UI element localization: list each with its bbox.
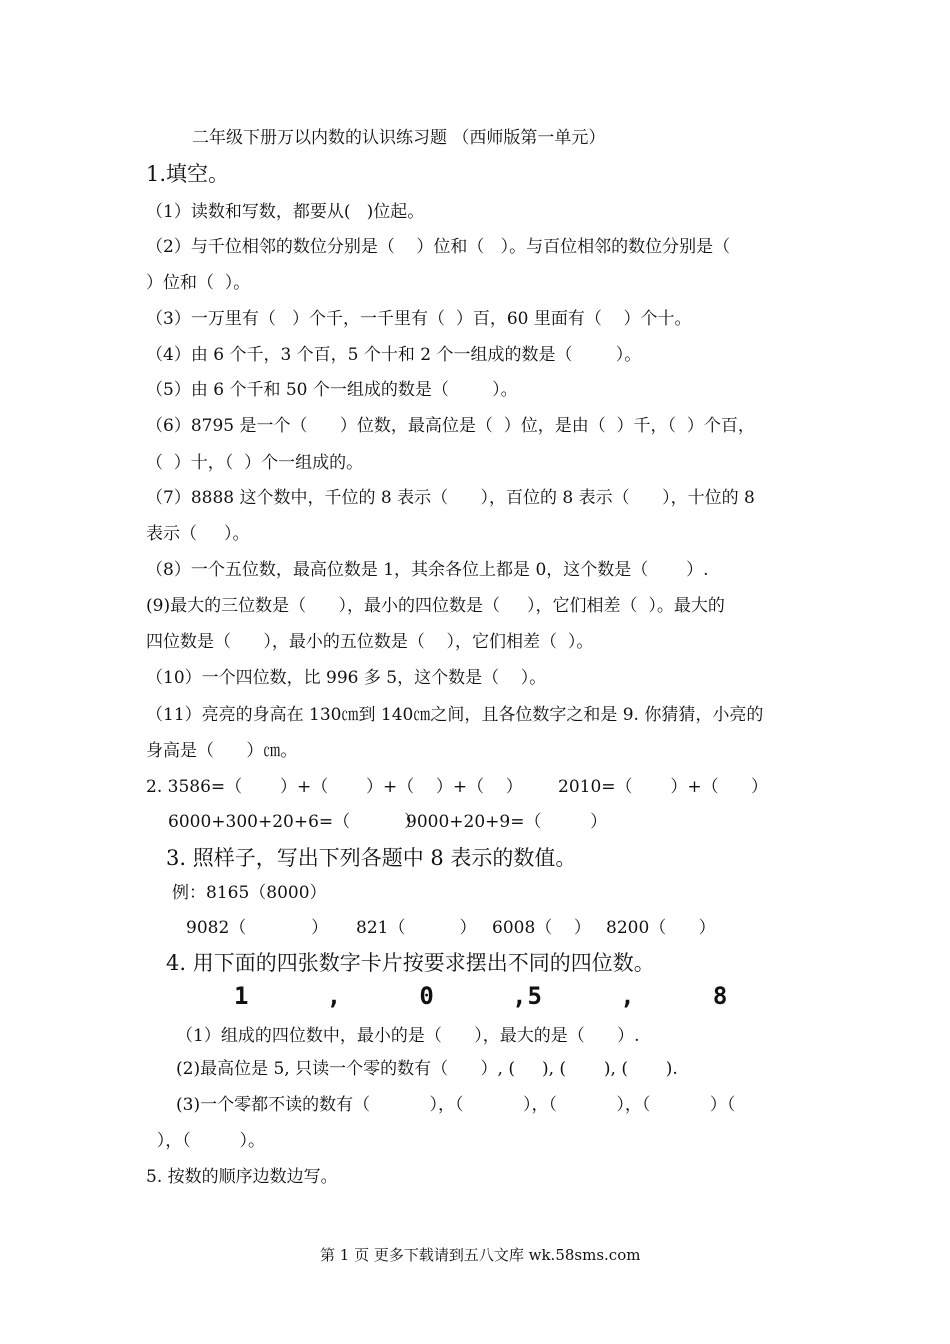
q1-9-line-cont: 四位数是（ ），最小的五位数是（ ），它们相差（ ）。 — [146, 632, 594, 652]
section-5-heading: 5. 按数的顺序边数边写。 — [146, 1167, 338, 1187]
q4-3-line: (3)一个零都不读的数有（ ），（ ），（ ），（ ）（ — [176, 1095, 736, 1115]
q2-line-1b: 2010=（ ）+（ ） — [558, 777, 769, 797]
q1-2-line: （2）与千位相邻的数位分别是（ ）位和（ ）。与百位相邻的数位分别是（ — [146, 237, 731, 257]
section-1-heading: 1.填空。 — [146, 162, 230, 186]
q1-2-line-cont: ）位和（ ）。 — [146, 273, 251, 293]
q1-5-line: （5）由 6 个千和 50 个一组成的数是（ ）。 — [146, 380, 518, 400]
q3-item-1: 9082（ ） — [186, 918, 329, 938]
page-footer: 第 1 页 更多下载请到五八文库 wk.58sms.com — [320, 1246, 641, 1264]
section-4-heading: 4. 用下面的四张数字卡片按要求摆出不同的四位数。 — [166, 951, 655, 975]
q1-11-line-cont: 身高是（ ）㎝。 — [146, 741, 298, 761]
q1-7-line: （7）8888 这个数中，千位的 8 表示（ ），百位的 8 表示（ ），十位的 8 — [146, 488, 755, 508]
q1-3-line: （3）一万里有（ ）个千，一千里有（ ）百，60 里面有（ ）个十。 — [146, 309, 692, 329]
q4-2-line: (2)最高位是 5, 只读一个零的数有（ ）, ( ), ( ), ( ). — [176, 1059, 678, 1079]
document-title: 二年级下册万以内数的认识练习题 （西师版第一单元） — [192, 128, 606, 148]
q3-item-4: 8200（ ） — [606, 918, 716, 938]
q3-item-3: 6008（ ） — [492, 918, 591, 938]
q2-line-2a: 6000+300+20+6=（ ） — [168, 812, 422, 832]
q1-6-line-cont: （ ）十，（ ）个一组成的。 — [146, 453, 364, 473]
q1-10-line: （10）一个四位数，比 996 多 5，这个数是（ ）。 — [146, 668, 547, 688]
q4-1-line: （1）组成的四位数中，最小的是（ ），最大的是（ ）. — [176, 1026, 640, 1046]
q1-7-line-cont: 表示（ ）。 — [146, 524, 250, 544]
q1-6-line: （6）8795 是一个（ ）位数，最高位是（ ）位，是由（ ）千，（ ）个百， — [146, 416, 755, 436]
q3-example: 例：8165（8000） — [172, 883, 327, 903]
q2-line-1a: 2. 3586=（ ）+（ ）+（ ）+（ ） — [146, 777, 523, 797]
q1-1-line: （1）读数和写数，都要从( )位起。 — [146, 202, 425, 222]
q2-line-2b: 9000+20+9=（ ） — [406, 812, 608, 832]
section-3-heading: 3. 照样子，写出下列各题中 8 表示的数值。 — [166, 846, 577, 870]
q1-11-line: （11）亮亮的身高在 130㎝到 140㎝之间，且各位数字之和是 9. 你猜猜，小亮的 — [146, 705, 764, 725]
q3-item-2: 821（ ） — [356, 918, 477, 938]
q1-9-line: (9)最大的三位数是（ ），最小的四位数是（ ），它们相差（ ）。最大的 — [146, 596, 725, 616]
q1-8-line: （8）一个五位数，最高位数是 1，其余各位上都是 0，这个数是（ ）. — [146, 560, 709, 580]
q1-4-line: （4）由 6 个千，3 个百，5 个十和 2 个一组成的数是（ ）。 — [146, 345, 642, 365]
digit-cards: 1 , 0 ,5 , 8 — [234, 982, 729, 1010]
q4-3-line-cont: ），（ ）。 — [146, 1131, 265, 1151]
